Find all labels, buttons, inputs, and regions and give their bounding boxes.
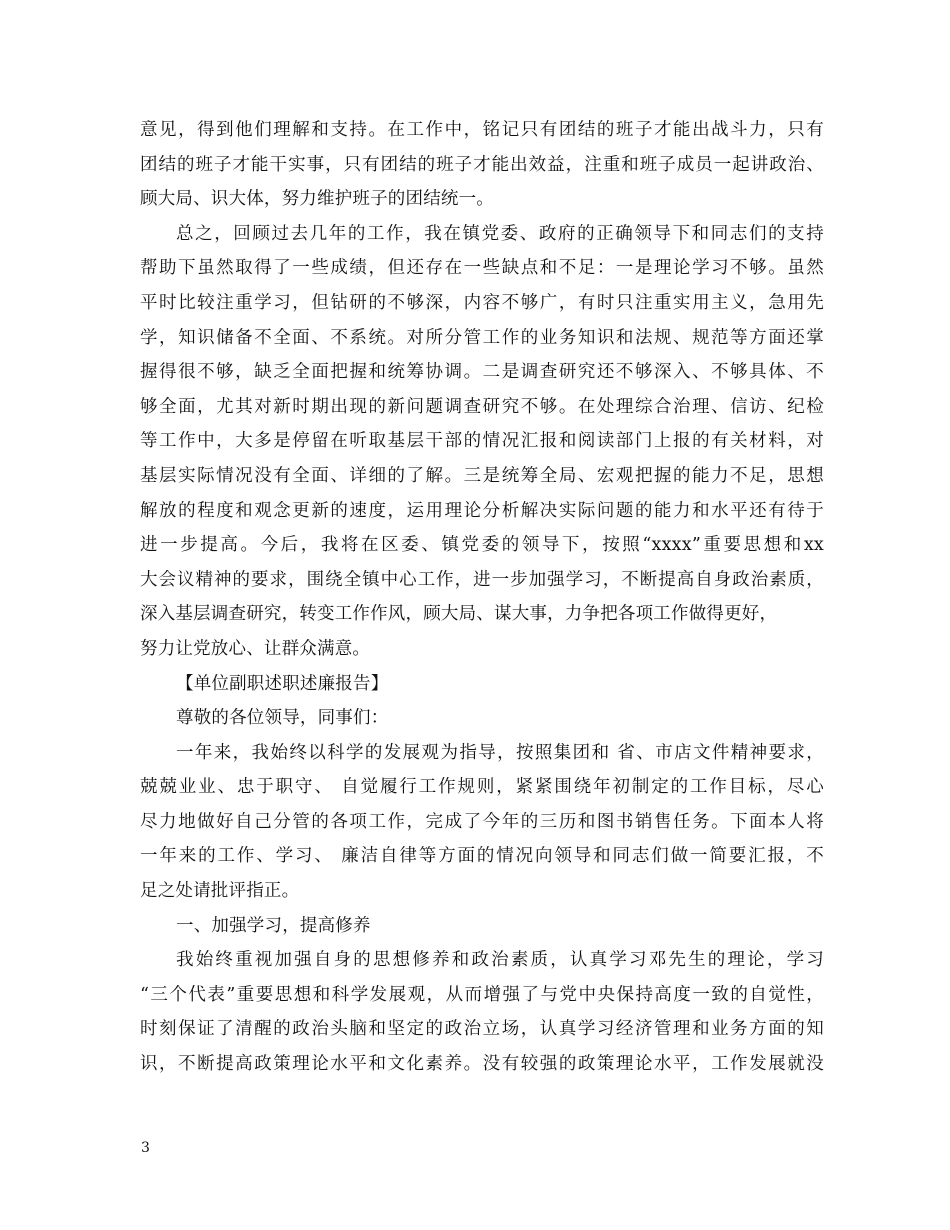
text-line-16: 努力让党放心、让群众满意。 <box>140 638 371 659</box>
document-body <box>140 113 824 1082</box>
text-line-5: 帮助下虽然取得了一些成绩，但还存在一些缺点和不足：一是理论学习不够。虽然 <box>140 258 824 279</box>
text-line-9: 够全面，尤其对新时期出现的新问题调查研究不够。在处理综合治理、信访、纪检 <box>140 396 824 417</box>
text-line-6: 平时比较注重学习，但钻研的不够深，内容不够广，有时只注重实用主义，急用先 <box>140 292 824 313</box>
text-line-25: 我始终重视加强自身的思想修养和政治素质，认真学习邓先生的理论，学习 <box>176 950 824 971</box>
text-line-13: 进一步提高。今后，我将在区委、镇党委的领导下，按照“xxxx”重要思想和xx <box>140 535 824 556</box>
page-number: 3 <box>141 1140 150 1156</box>
text-line-27: 时刻保证了清醒的政治头脑和坚定的政治立场，认真学习经济管理和业务方面的知 <box>140 1019 824 1040</box>
text-line-4: 总之，回顾过去几年的工作，我在镇党委、政府的正确领导下和同志们的支持 <box>176 223 824 244</box>
text-line-3: 顾大局、识大体，努力维护班子的团结统一。 <box>140 189 494 210</box>
text-line-14: 大会议精神的要求，围绕全镇中心工作，进一步加强学习，不断提高自身政治素质， <box>140 569 824 590</box>
section-heading: 【单位副职述职述廉报告】 <box>176 673 389 694</box>
text-line-7: 学，知识储备不全面、不系统。对所分管工作的业务知识和法规、规范等方面还掌 <box>140 327 824 348</box>
text-line-26: “三个代表”重要思想和科学发展观，从而增强了与党中央保持高度一致的自觉性， <box>140 984 824 1005</box>
subsection-heading: 一、加强学习，提高修养 <box>176 915 371 936</box>
text-line-23: 足之处请批评指正。 <box>140 881 300 902</box>
text-line-8: 握得很不够，缺乏全面把握和统筹协调。二是调查研究还不够深入、不够具体、不 <box>140 362 824 383</box>
text-line-15: 深入基层调查研究，转变工作作风，顾大局、谋大事，力争把各项工作做得更好， <box>140 604 778 625</box>
text-line-19: 一年来，我始终以科学的发展观为指导，按照集团和 省、市店文件精神要求， <box>176 742 824 763</box>
text-line-22: 一年来的工作、学习、 廉洁自律等方面的情况向领导和同志们做一简要汇报，不 <box>140 846 824 867</box>
text-line-12: 解放的程度和观念更新的速度，运用理论分析解决实际问题的能力和水平还有待于 <box>140 500 824 521</box>
text-line-21: 尽力地做好自己分管的各项工作，完成了今年的三历和图书销售任务。下面本人将 <box>140 811 824 832</box>
text-line-2: 团结的班子才能干实事，只有团结的班子才能出效益，注重和班子成员一起讲政治、 <box>140 154 824 175</box>
text-line-20: 兢兢业业、忠于职守、 自觉履行工作规则，紧紧围绕年初制定的工作目标，尽心 <box>140 777 824 798</box>
text-line-11: 基层实际情况没有全面、详细的了解。三是统筹全局、宏观把握的能力不足，思想 <box>140 465 824 486</box>
text-line-10: 等工作中，大多是停留在听取基层干部的情况汇报和阅读部门上报的有关材料，对 <box>140 431 824 452</box>
salutation: 尊敬的各位领导，同事们： <box>176 708 389 729</box>
text-line-1: 意见，得到他们理解和支持。在工作中，铭记只有团结的班子才能出战斗力，只有 <box>140 120 824 140</box>
text-line-28: 识，不断提高政策理论水平和文化素养。没有较强的政策理论水平，工作发展就没 <box>140 1054 824 1075</box>
